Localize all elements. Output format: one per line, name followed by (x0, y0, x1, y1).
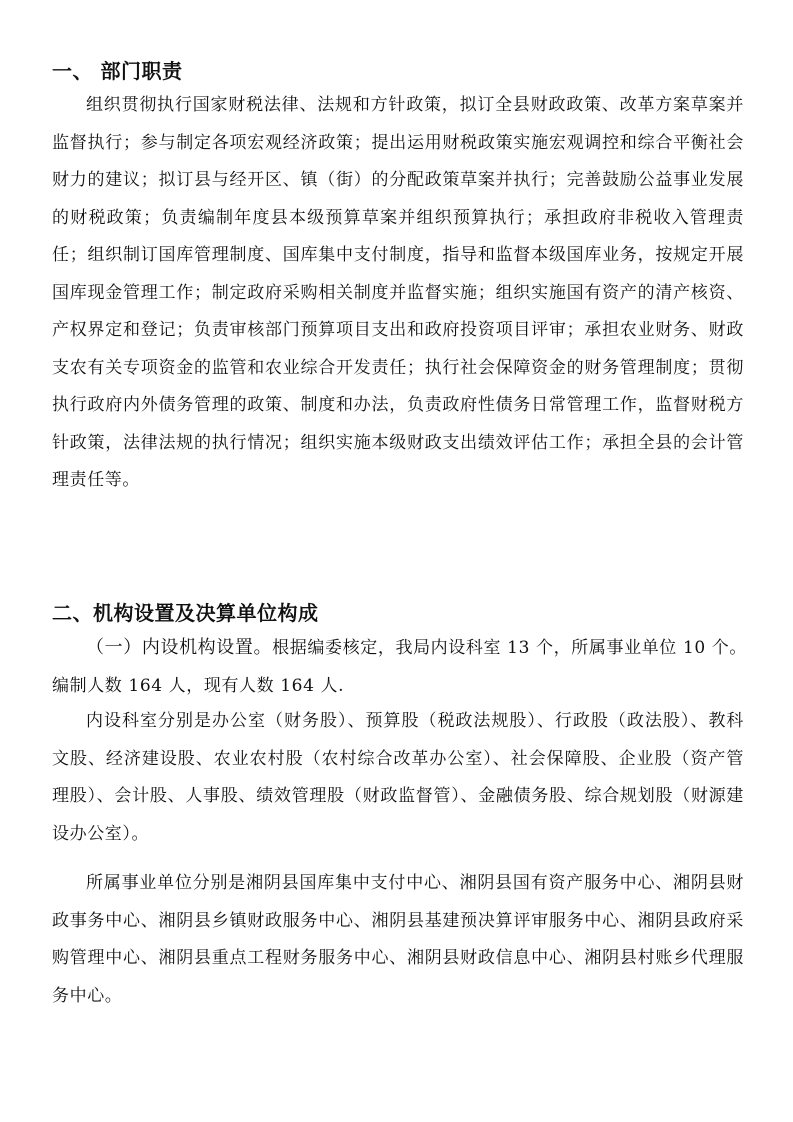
internal-structure-text: 根据编委核定，我局内设科室 13 个，所属事业单位 10 个。编制人数 164 人，现有人数 164 人. (52, 638, 748, 696)
internal-offices-paragraph: 内设科室分别是办公室（财务股）、预算股（税政法规股）、行政股（政法股）、教科文股、经济建设股、农业农村股（农村综合改革办公室）、社会保障股、企业股（资产管理股）、会计股、人事股、绩效管理股（财政监督管）、金融债务股、综合规划股（财源建设办公室）。 (52, 711, 744, 844)
department-duties-paragraph: 组织贯彻执行国家财税法律、法规和方针政策，拟订全县财政政策、改革方案草案并监督执行；参与制定各项宏观经济政策；提出运用财税政策实施宏观调控和综合平衡社会财力的建议；拟订县与经开区、镇（街）的分配政策草案并执行；完善鼓励公益事业发展的财税政策；负责编制年度县本级预算草案并组织预算执行；承担政府非税收入管理责任；组织制订国库管理制度、国库集中支付制度，指导和监督本级国库业务，按规定开展国库现金管理工作；制定政府采购相关制度并监督实施；组织实施国有资产的清产核资、产权界定和登记；负责审核部门预算项目支出和政府投资项目评审；承担农业财务、财政支农有关专项资金的监管和农业综合开发责任；执行社会保障资金的财务管理制度；贯彻执行政府内外债务管理的政策、制度和办法，负责政府性债务日常管理工作，监督财税方针政策，法律法规的执行情况；组织实施本级财政支出绩效评估工作；承担全县的会计管理责任等。 (52, 95, 744, 490)
internal-structure-paragraph (52, 629, 747, 705)
internal-structure-label: （一）内设机构设置。 (86, 637, 273, 658)
section-heading-department-duties: 一、 部门职责 (52, 59, 183, 83)
affiliated-units-paragraph: 所属事业单位分别是湘阴县国库集中支付中心、湘阴县国有资产服务中心、湘阴县财政事务中心、湘阴县乡镇财政服务中心、湘阴县基建预决算评审服务中心、湘阴县政府采购管理中心、湘阴县重点工程财务服务中心、湘阴县财政信息中心、湘阴县村账乡代理服务中心。 (52, 873, 744, 1006)
section-heading-organization-structure: 二、机构设置及决算单位构成 (52, 601, 319, 625)
